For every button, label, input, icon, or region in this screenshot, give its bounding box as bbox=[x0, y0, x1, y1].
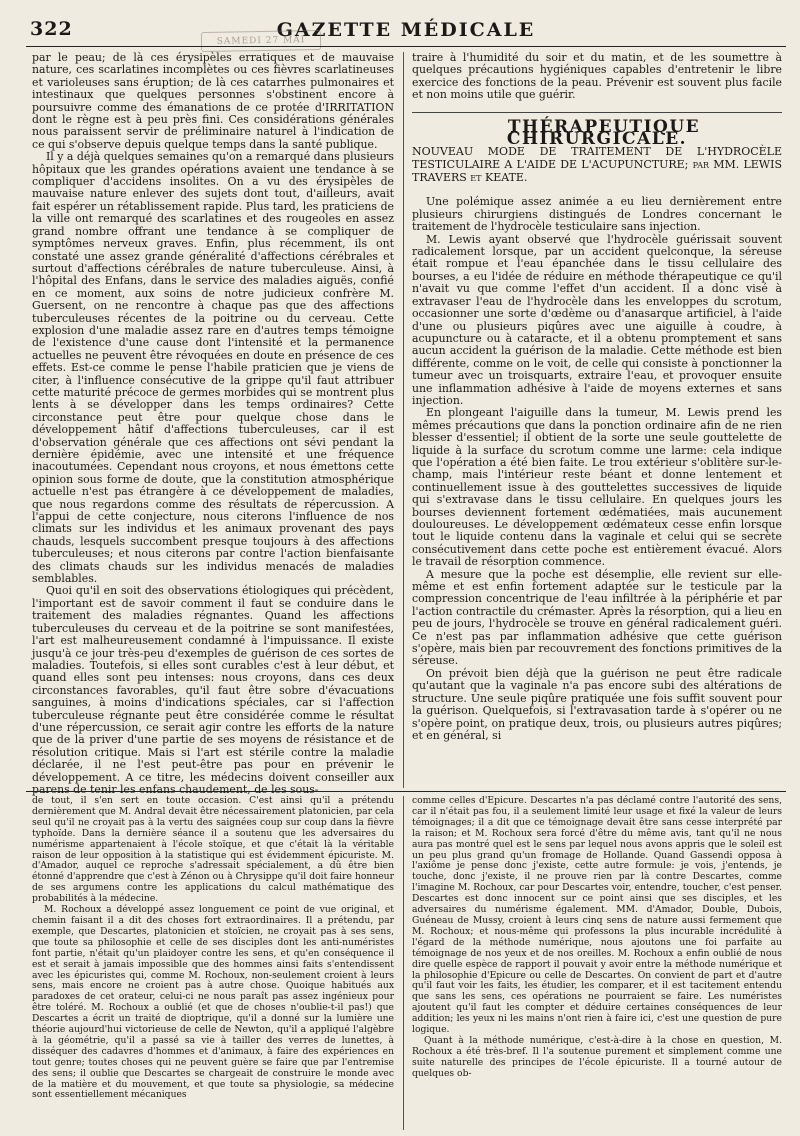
section-rule bbox=[412, 112, 782, 113]
paragraph: Quant à la méthode numérique, c'est-à-dire à la chose en question, M. Rochoux a été très-bref. Il l'a soutenue purement et simplement comme une suite naturelle des principes de l'école épicuriste. Il a tourné autour de quelques ob- bbox=[412, 1034, 782, 1079]
page-number: 322 bbox=[30, 18, 73, 40]
paragraph: On prévoit bien déjà que la guérison ne peut être radicale qu'autant que la vaginale n'a pas encore subi des altérations de structure. Une seule piqûre pratiquée une fois suffit souvent pour la guérison. Quelquefois, si l'extravasation tarde à s'opérer ou ne s'opère point, on pratique deux, trois, ou plusieurs autres piqûres; et en général, si bbox=[412, 666, 782, 742]
right-column bbox=[412, 52, 782, 790]
feuilleton-left-column bbox=[32, 796, 394, 1130]
paragraph: M. Rochoux a développé assez longuement ce point de vue original, et chemin faisant il a dit des choses fort extraordinaires. Il a prétendu, par exemple, que Descartes, platonicien et stoïcien, ne croyait pas à ses sens, que toute sa philosophie et celle de ses disciples dont les anti-numéristes font partie, n'était qu'un plaidoyer contre les sens, et qu'en conséquence il est et serait à jamais impossible que des hommes ainsi faits s'entendissent avec les épicuristes qui, comme M. Rochoux, non-seulement croient à leurs sens, mais encore ne croient pas à autre chose. Quoique habitués aux paradoxes de cet orateur, celui-ci ne nous paraît pas assez ingénieux pour être toléré. M. Rochoux a oublié (et que de choses n'oublie-t-il pas!) que Descartes a écrit un traité de dioptrique, qu'il a donné sur la lumière une théorie aujourd'hui victorieuse de celle de Newton, qu'il a appliqué l'algèbre à la géométrie, qu'il a passé sa vie à tailler des verres de lunettes, à disséquer des cadavres d'hommes et d'animaux, à faire des expériences en tout genre; toutes choses qui ne peuvent guère se faire que par l'entremise des sens; il oublie que Descartes se chargeait de construire le monde avec de la matière et du mouvement, et que toute sa physiologie, sa médecine sont essentiellement mécaniques bbox=[32, 904, 394, 1101]
left-column bbox=[32, 51, 394, 796]
paragraph: traire à l'humidité du soir et du matin, et de les soumettre à quelques précautions hygiéniques capables d'entretenir le libre exercice des fonctions de la peau. Prévenir est souvent plus facile et non moins utile que guérir. bbox=[412, 51, 782, 102]
paragraph: Une polémique assez animée a eu lieu dernièrement entre plusieurs chirurgiens distingués de Londres concernant le traitement de l'hydrocèle testiculaire sans injection. bbox=[412, 195, 782, 234]
paragraph: Il y a déjà quelques semaines qu'on a remarqué dans plusieurs hôpitaux que les grandes opérations avaient une tendance à se compliquer d'accidens insolites. On a vu des érysipèles de mauvaise nature enlever des sujets dont tout, d'ailleurs, avait fait espérer un rétablissement rapide. Plus tard, les praticiens de la ville ont remarqué des scarlatines et des rougeoles en assez grand nombre offrant une tendance à se compliquer de symptômes nerveux graves. Enfin, plus récemment, ils ont constaté une assez grande généralité d'affections cérébrales et surtout d'affections cérébrales de nature tuberculeuse. Ainsi, à l'hôpital des Enfans, dans le service des maladies aiguës, confié en ce moment, aux soins de notre judicieux confrère M. Guersent, on ne rencontre à chaque pas que des affections tuberculeuses récentes de la poitrine ou du cerveau. Cette explosion d'une maladie assez rare en d'autres temps témoigne de l'existence d'une cause dont l'intensité et la permanence actuelles ne peuvent être révoquées en doute en présence de ces effets. Est-ce comme le pense l'habile praticien que je viens de citer, à l'influence consécutive de la grippe qu'il faut attribuer cette maturité précoce de germes morbides qui se montrent plus lents à se développer dans les temps ordinaires? Cette circonstance peut être pour quelque chose dans le développement hâtif d'affections tuberculeuses, car il est d'observation générale que ces affections ont sévi pendant la dernière épidémie, avec une intensité et une fréquence inacoutumées. Cependant nous croyons, et nous émettons cette opinion sous forme de doute, que la constitution atmosphérique actuelle n'est pas étrangère à ce développement de maladies, que nous regardons comme des résultats de répercussion. A l'appui de cette conjecture, nous citerons l'influence de nos climats sur les individus et les animaux provenant des pays chauds, lesquels succombent presque toujours à des affections tuberculeuses; et nous citerons par contre l'action bienfaisante des climats chauds sur les individus menacés de maladies semblables. bbox=[32, 150, 394, 586]
feuilleton-rule bbox=[26, 791, 786, 792]
paragraph: de tout, il s'en sert en toute occasion. C'est ainsi qu'il a prétendu dernièrement que M. Andral devait être nécessairement platonicien, par cela seul qu'il ne croyait pas à la vertu des saignées coup sur coup dans la fièvre typhoïde. Dans la dernière séance il a soutenu que les adversaires du numérisme appartenaient à l'école stoïque, et que c'était là la véritable raison de leur opposition à la statistique qui est évidemment épicuriste. M. d'Amador, auquel ce reproche s'adressait spécialement, a dû être bien étonné d'apprendre que c'est à Zénon ou à Chrysippe qu'il doit faire honneur de ses argumens contre les applications du calcul mathématique des probabilités à la médecine. bbox=[32, 795, 394, 905]
paragraph: M. Lewis ayant observé que l'hydrocèle guérissait souvent radicalement lorsque, par un accident quelconque, la séreuse était rompue et l'eau épanchée dans le tissu cellulaire des bourses, a eu l'idée de réduire en méthode thérapeutique ce qu'il n'avait vu que comme l'effet d'un accident. Il a donc visé à extravaser l'eau de l'hydrocèle dans les enveloppes du scrotum, occasionner une sorte d'œdème ou d'anasarque artificiel, à l'aide d'une ou plusieurs piqûres avec une aiguille à coudre, à acupuncture ou à cataracte, et il a obtenu promptement et sans aucun accident la guérison de la maladie. Cette méthode est bien différente, comme on le voit, de celle qui consiste à ponctionner la tumeur avec un troisquarts, extraire l'eau, et provoquer ensuite une inflammation adhésive à l'aide de moyens externes et sans injection. bbox=[412, 232, 782, 407]
article-title: NOUVEAU MODE DE TRAITEMENT DE L'HYDROCÈLE TESTICULAIRE A L'AIDE DE L'ACUPUNCTURE; par MM. LEWIS TRAVERS et KEATE. bbox=[412, 145, 782, 185]
page-title: GAZETTE MÉDICALE bbox=[276, 19, 536, 41]
section-title: THÉRAPEUTIQUE CHIRURGICALE. bbox=[506, 116, 701, 150]
feuilleton-divider bbox=[403, 796, 404, 1130]
header-rule bbox=[26, 46, 786, 47]
feuilleton-right-column bbox=[412, 796, 782, 1130]
column-divider bbox=[403, 52, 404, 788]
page-header bbox=[26, 14, 786, 47]
paragraph: A mesure que la poche est désemplie, elle revient sur elle-même et est enfin fortement adaptée sur le testicule par la compression concentrique de l'eau infiltrée à la périphérie et par l'action contractile du crémaster. Après la résorption, qui a lieu en peu de jours, l'hydrocèle se trouve en général radicalement guéri. Ce n'est pas par inflammation adhésive que cette guérison s'opère, mais bien par recouvrement des fonctions primitives de la séreuse. bbox=[412, 567, 782, 668]
paragraph: En plongeant l'aiguille dans la tumeur, M. Lewis prend les mêmes précautions que dans la ponction ordinaire afin de ne rien blesser d'essentiel; il obtient de la sorte une seule gouttelette de liquide à la surface du scrotum comme une larme: cela indique que l'opération a été bien faite. Le trou extérieur s'oblitère sur-le-champ, mais l'intérieur reste béant et donne lentement et continuellement issue à des gouttelettes successives de liquide qui s'extravase dans le tissu cellulaire. En quelques jours les bourses deviennent fortement œdématiées, mais aucunement douloureuses. Le développement œdémateux cesse enfin lorsque tout le liquide contenu dans la vaginale et celui qui se secrète consécutivement dans cette poche est entièrement évacué. Alors le travail de résorption commence. bbox=[412, 406, 782, 569]
paragraph: par le peau; de là ces érysipèles erratiques et de mauvaise nature, ces scarlatines incomplètes ou ces fièvres scarlatineuses et varioleuses sans éruption; de là ces catarrhes pulmonaires et intestinaux que quelques personnes s'obstinent encore à poursuivre comme des émanations de ce protée d'IRRITATION dont le règne est à peu près fini. Ces considérations générales nous paraissent servir de préliminaire naturel à l'indication de ce qui s'observe depuis quelque temps dans la santé publique. bbox=[32, 51, 394, 151]
library-stamp: SAMEDI 27 MAI bbox=[201, 30, 321, 52]
paragraph: Quoi qu'il en soit des observations étiologiques qui précèdent, l'important est de savoir comment il faut se conduire dans le traitement des maladies régnantes. Quand les affections tuberculeuses du cerveau et de la poitrine se sont manifestées, l'art est malheureusement condamné à l'impuissance. Il existe jusqu'à ce jour très-peu d'exemples de guérison de ces sortes de maladies. Toutefois, si elles sont curables c'est à leur début, et quand elles sont peu intenses: nous croyons, dans ces deux circonstances favorables, qu'il faut être sobre d'évacuations sanguines, à moins d'indications spéciales, car si l'affection tuberculeuse régnante peut être considérée comme le résultat d'une répercussion, ce serait agir contre les efforts de la nature que de la priver d'une partie de ses moyens de résistance et de résolution critique. Mais si l'art est stérile contre la maladie déclarée, il ne l'est peut-être pas pour en prévenir le développement. A ce titre, les médecins doivent conseiller aux parens de tenir les enfans chaudement, de les sous- bbox=[32, 584, 394, 796]
paragraph: comme celles d'Epicure. Descartes n'a pas déclamé contre l'autorité des sens, car il n'était pas fou, il a seulement limité leur usage et fixé la valeur de leurs témoignages; il a dit que ce témoignage devait être sans cesse interprété par la raison; et M. Rochoux sera forcé d'être du même avis, tant qu'il ne nous aura pas montré quel est le sens par lequel nous avons appris que le soleil est un peu plus grand qu'un fromage de Hollande. Quand Gassendi opposa à l'axiôme je pense donc j'existe, cette autre formule: je vois, j'entends, je touche, donc j'existe, il ne prouve rien par là contre Descartes, comme l'imagine M. Rochoux, car pour Descartes voir, entendre, toucher, c'est penser. Descartes est donc innocent sur ce point ainsi que ses disciples, et les adversaires du numérisme également. MM. d'Amador, Double, Dubois, Guéneau de Mussy, croient à leurs cinq sens de nature aussi fermement que M. Rochoux; et nous-même qui professons la plus incurable incrédulité à l'égard de la méthode numérique, nous ajoutons une foi parfaite au témoignage de nos yeux et de nos oreilles. M. Rochoux a enfin oublié de nous dire quelle espèce de rapport il pouvait y avoir entre la méthode numérique et la philosophie d'Epicure ou celle de Descartes. On convient de part et d'autre qu'il faut voir les faits, les étudier, les comparer, et il est tacitement entendu que sans les sens, ces opérations ne pourraient se faire. Les numéristes ajoutent qu'il faut les compter et déduire certaines conséquences de leur addition; les yeux ni les mains n'ont rien à faire ici, c'est une question de pure logique. bbox=[412, 795, 782, 1036]
